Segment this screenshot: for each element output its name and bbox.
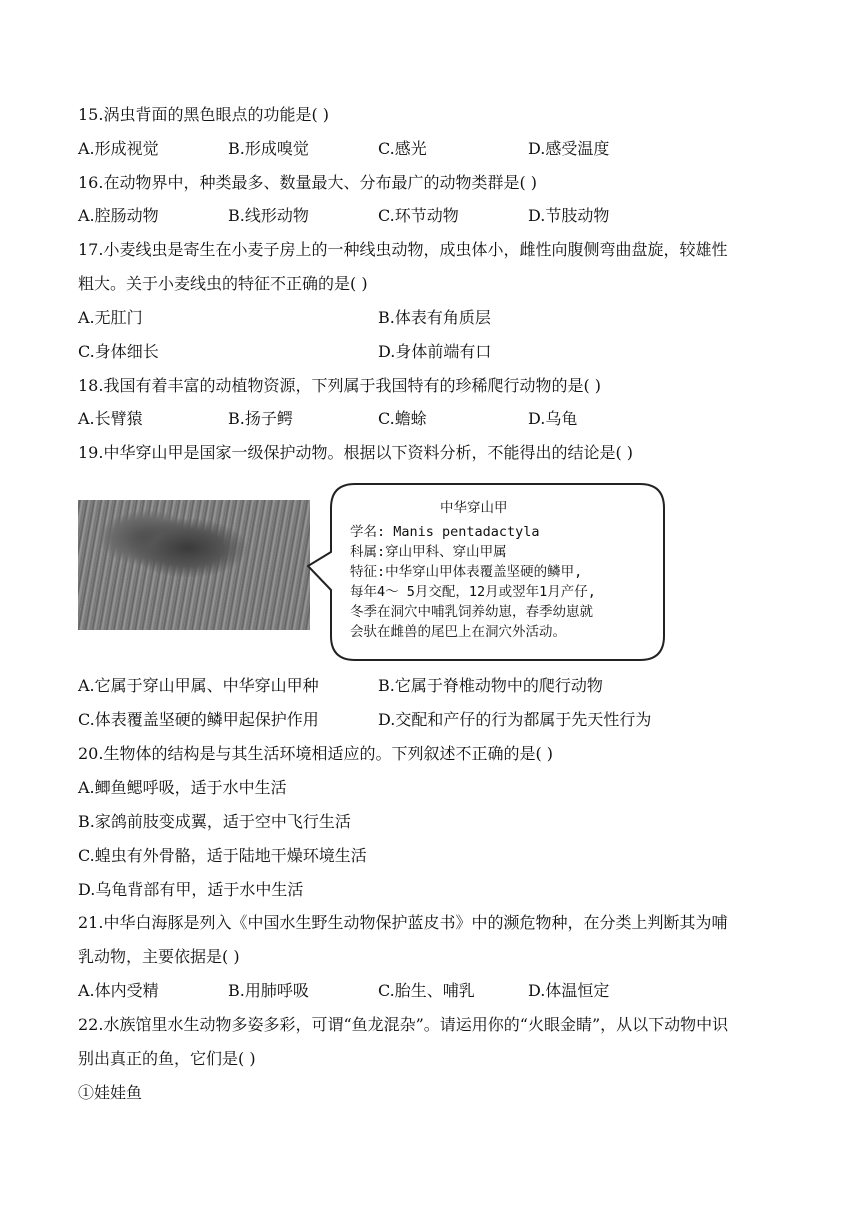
q17-option-a[interactable]: A.无肛门 (78, 308, 143, 327)
question-22-stem-line-2: 别出真正的鱼，它们是( ) (78, 1049, 256, 1068)
q20-option-c[interactable]: C.蝗虫有外骨骼，适于陆地干燥环境生活 (78, 846, 367, 865)
question-20-stem: 20.生物体的结构是与其生活环境相适应的。下列叙述不正确的是( ) (78, 744, 554, 763)
q16-option-a[interactable]: A.腔肠动物 (78, 206, 159, 225)
q21-option-d[interactable]: D.体温恒定 (528, 981, 610, 1000)
question-17-stem-line-1: 17.小麦线虫是寄生在小麦子房上的一种线虫动物，成虫体小，雌性向腹侧弯曲盘旋，较雄性 (78, 240, 728, 259)
question-22-stem-line-1: 22.水族馆里水生动物多姿多彩，可谓“鱼龙混杂”。请运用你的“火眼金睛”，从以下动物中识 (78, 1015, 729, 1034)
q16-option-c[interactable]: C.环节动物 (378, 206, 459, 225)
q18-option-a[interactable]: A.长臂猿 (78, 409, 143, 428)
q21-option-b[interactable]: B.用肺呼吸 (228, 981, 309, 1000)
question-15-stem: 15.涡虫背面的黑色眼点的功能是( ) (78, 105, 330, 124)
info-box-line-3: 特征:中华穿山甲体表覆盖坚硬的鳞甲, (350, 564, 583, 580)
q20-option-d[interactable]: D.乌龟背部有甲，适于水中生活 (78, 880, 304, 899)
q17-option-c[interactable]: C.身体细长 (78, 342, 159, 361)
q19-option-a[interactable]: A.它属于穿山甲属、中华穿山甲种 (78, 676, 319, 695)
q19-option-d[interactable]: D.交配和产仔的行为都属于先天性行为 (378, 710, 652, 729)
q20-option-b[interactable]: B.家鸽前肢变成翼，适于空中飞行生活 (78, 812, 351, 831)
q16-option-d[interactable]: D.节肢动物 (528, 206, 610, 225)
q15-option-b[interactable]: B.形成嗅觉 (228, 139, 309, 158)
q19-option-b[interactable]: B.它属于脊椎动物中的爬行动物 (378, 676, 603, 695)
q17-option-d[interactable]: D.身体前端有口 (378, 342, 492, 361)
question-21-stem-line-2: 乳动物，主要依据是( ) (78, 947, 240, 966)
question-17-stem-line-2: 粗大。关于小麦线虫的特征不正确的是( ) (78, 274, 368, 293)
q18-option-d[interactable]: D.乌龟 (528, 409, 578, 428)
q15-option-a[interactable]: A.形成视觉 (78, 139, 159, 158)
question-21-stem-line-1: 21.中华白海豚是列入《中国水生野生动物保护蓝皮书》中的濒危物种，在分类上判断其为哺 (78, 913, 728, 932)
q16-option-b[interactable]: B.线形动物 (228, 206, 309, 225)
q21-option-c[interactable]: C.胎生、哺乳 (378, 981, 475, 1000)
question-19-stem: 19.中华穿山甲是国家一级保护动物。根据以下资料分析，不能得出的结论是( ) (78, 443, 634, 462)
info-box-line-1: 学名: Manis pentadactyla (350, 524, 540, 540)
q21-option-a[interactable]: A.体内受精 (78, 981, 159, 1000)
info-box-line-2: 科属:穿山甲科、穿山甲属 (350, 544, 507, 560)
question-18-stem: 18.我国有着丰富的动植物资源，下列属于我国特有的珍稀爬行动物的是( ) (78, 376, 602, 395)
info-box-title: 中华穿山甲 (440, 500, 508, 516)
q15-option-d[interactable]: D.感受温度 (528, 139, 610, 158)
question-16-stem: 16.在动物界中，种类最多、数量最大、分布最广的动物类群是( ) (78, 173, 538, 192)
q18-option-c[interactable]: C.蟾蜍 (378, 409, 427, 428)
q17-option-b[interactable]: B.体表有角质层 (378, 308, 491, 327)
info-box-line-4: 每年4～ 5月交配，12月或翌年1月产仔, (350, 584, 596, 600)
q15-option-c[interactable]: C.感光 (378, 139, 427, 158)
q22-item-1: ①娃娃鱼 (78, 1083, 143, 1102)
info-box-line-5: 冬季在洞穴中哺乳饲养幼崽，春季幼崽就 (350, 604, 593, 620)
q20-option-a[interactable]: A.鲫鱼鳃呼吸，适于水中生活 (78, 778, 287, 797)
q18-option-b[interactable]: B.扬子鳄 (228, 409, 293, 428)
q19-option-c[interactable]: C.体表覆盖坚硬的鳞甲起保护作用 (78, 710, 319, 729)
info-box-line-6: 会驮在雌兽的尾巴上在洞穴外活动。 (350, 624, 566, 640)
